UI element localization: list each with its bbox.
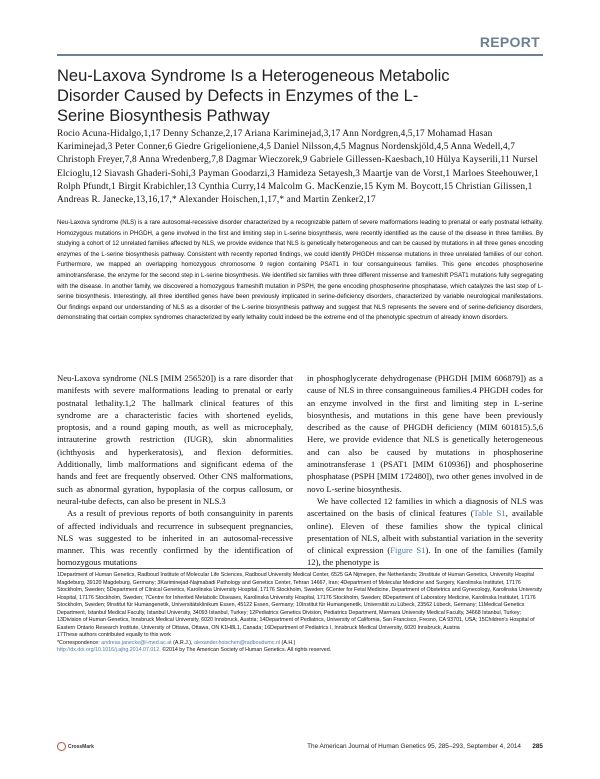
copyright: . ©2014 by The American Society of Human Genetics. All rights reserved. (159, 647, 332, 653)
email-link-janecke[interactable]: andreas.janecke@i-med.ac.at (101, 639, 172, 646)
abstract: Neu-Laxova syndrome (NLS) is a rare autosomal-recessive disorder characterized by a recognizable pattern of severe malformations leading to prenatal or early postnatal lethality. Homozygous mutations in PHGDH, a gene involved in the first and limiting step in L-serine biosynthesis, were recently identified as the cause of the disease in three families. By studying a cohort of 12 unrelated families affected by NLS, we provide evidence that NLS is genetically heterogeneous and can be caused by mutations in all three genes encoding enzymes of the L-serine biosynthesis pathway. Consistent with recently reported findings, we could identify PHGDH missense mutations in three unrelated families of our cohort. Furthermore, we mapped an overlapping homozygous chromosome 9 region containing PSAT1 in four consanguineous families. This gene encodes phosphoserine aminotransferase, the enzyme for the second step in L-serine biosynthesis. We identified six families with three different missense and frameshift PSAT1 mutations fully segregating with the disease. In another family, we discovered a homozygous frameshift mutation in PSPH, the gene encoding phosphoserine phosphatase, which catalyzes the last step of L-serine biosynthesis. Interestingly, all three identified genes have been previously implicated in serine-deficiency disorders, characterized by variable neurological manifestations. Our findings expand our understanding of NLS as a disorder of the L-serine biosynthesis pathway and suggest that NLS represents the severe end of serine-deficiency disorders, demonstrating that certain complex syndromes characterized by early lethality could indeed be the extreme end of the phenotypic spectrum of already known disorders. (57, 219, 543, 322)
text-run: (A.H.) (280, 639, 296, 646)
email-link-hoischen[interactable]: alexander.hoischen@radboudumc.nl (194, 639, 281, 646)
affiliations (57, 572, 543, 655)
text-run: *Correspondence: (57, 639, 102, 646)
body-column-left (57, 372, 293, 569)
text-run: , available online). Eleven of these families show the typical clinical presentation of NLS, albeit with substantial variation in the severity of clinical expression ( (307, 508, 544, 556)
page-number: 285 (532, 743, 543, 750)
body-paragraph: As a result of previous reports of both consanguinity in parents of affected individuals and recurrence in subsequent pregnancies, NLS was suggested to be inherited in an autosomal-recessive manner. This was recently confirmed by the identification of homozygous mutations (57, 508, 293, 568)
body-column-right (307, 372, 543, 569)
header-rule (57, 54, 543, 56)
doi-link[interactable]: http://dx.doi.org/10.1016/j.ajhg.2014.07.012 (57, 647, 160, 653)
doi-line (57, 647, 543, 655)
crossmark-label: CrossMark (68, 743, 94, 750)
author-list: Rocio Acuna-Hidalgo,1,17 Denny Schanze,2,17 Ariana Kariminejad,3,17 Ann Nordgren,4,5,17 Mohamad Hasan Kariminejad,3 Peter Conner,6 Giedre Grigelioniene,4,5 Daniel Nilsson,4,5 Magnus Nordenskjöld,4,5 Anna Wedell,4,7 Christoph Freyer,7,8 Anna Wredenberg,7,8 Dagmar Wieczorek,9 Gabriele Gillessen-Kaesbach,10 Hülya Kayserili,11 Nursel Elcioglu,12 Siavash Ghaderi-Sohi,3 Payman Goodarzi,3 Hamideza Setayesh,3 Maartje van de Vorst,1 Marloes Steehouwer,1 Rolph Pfundt,1 Birgit Krabichler,13 Cynthia Curry,14 Malcolm G. MacKenzie,15 Kym M. Boycott,15 Christian Gilissen,1 Andreas R. Janecke,13,16,17,* Alexander Hoischen,1,17,* and Martin Zenker2,17 (57, 129, 539, 206)
article-title: Neu-Laxova Syndrome Is a Heterogeneous Metabolic Disorder Caused by Defects in Enzymes of the L-Serine Biosynthesis Pathway (57, 67, 450, 125)
figure-s1-link[interactable]: Figure S1 (390, 545, 426, 556)
equal-contribution-note: 17These authors contributed equally to this work (57, 632, 171, 638)
crossmark-logo[interactable] (57, 742, 94, 751)
affiliation-list: 1Department of Human Genetics, Radboud Institute of Molecular Life Sciences, Radboud University Medical Center, 6525 GA Nijmegen, the Netherlands; 2Institute of Human Genetics, University Hospital Magdeburg, 39120 Magdeburg, Germany; 3Kariminejad-Najmabadi Pathology and Genetics Center, Tehran 14667, Iran; 4Department of Molecular Medicine and Surgery, Karolinska Institutet, 17176 Stockholm, Sweden; 5Department of Clinical Genetics, Karolinska University Hospital, 17176 Stockholm, Sweden; 6Center for Fetal Medicine, Department of Obstetrics and Gynecology, Karolinska University Hospital, 17176 Stockholm, Sweden; 7Centre for Inherited Metabolic Diseases, Karolinska University Hospital, 17176 Stockholm, Sweden; 8Department of Laboratory Medicine, Karolinska Institutet, 17176 Stockholm, Sweden; 9Institut für Humangenetik, Universitätsklinikum Essen, 45122 Essen, Germany; 10Institut für Humangenetik, Universität zu Lübeck, 23562 Lübeck, Germany; 11Medical Genetics Department, Istanbul Medical Faculty, Istanbul University, 34093 Istanbul, Turkey; 12Pediatrics Genetics Division, Pediatrics Department, Marmara University Medical Faculty, 34668 Istanbul, Turkey; 13Division of Human Genetics, Innsbruck Medical University, 6020 Innsbruck, Austria; 14Department of Pediatrics, University of California, San Francisco, Fresno, CA 93701, USA; 15Children's Hospital of Eastern Ontario Research Institute, University of Ottawa, Ottawa, ON K1H8L1, Canada; 16Department of Pediatrics I, Innsbruck Medical University, 6020 Innsbruck, Austria (57, 572, 543, 631)
text-run: ). In one of the families (family 12), the phenotype is (307, 545, 543, 568)
page-footer (57, 742, 543, 756)
footnote-divider (57, 568, 543, 569)
body-paragraph: Neu-Laxova syndrome (NLS [MIM 256520]) is a rare disorder that manifests with severe malformations leading to prenatal or early postnatal lethality.1,2 The hallmark clinical features of this syndrome are a characteristic facies with shortened eyelids, proptosis, and a round gaping mouth, as well as microcephaly, intrauterine growth restriction (IUGR), skin abnormalities (ichthyosis and hyperkeratosis), and flexion deformities. Additionally, limb malformations and significant edema of the hands and feet are frequently observed. Other CNS malformations, such as abnormal gyration, hypoplasia of the corpus callosum, or neural-tube defects, can also be present in NLS.3 (57, 373, 293, 506)
section-label: REPORT (479, 34, 540, 50)
crossmark-icon (57, 742, 66, 751)
table-s1-link[interactable]: Table S1 (473, 508, 506, 519)
text-run: We have collected 12 families in which a diagnosis of NLS was ascertained on the basis of clinical features ( (307, 495, 543, 519)
text-run: (A.R.J.), (171, 639, 194, 646)
correspondence (57, 640, 543, 648)
body-paragraph (307, 495, 543, 569)
body-paragraph: in phosphoglycerate dehydrogenase (PHGDH [MIM 606879]) as a cause of NLS in three consanguineous families.4 PHGDH codes for an enzyme involved in the first and limiting step in L-serine biosynthesis, and mutations in this gene have been previously described as the cause of PHGDH deficiency (MIM 601815).5,6 Here, we provide evidence that NLS is genetically heterogeneous and can also be caused by mutations in phosphoserine aminotransferase 1 (PSAT1 [MIM 610936]) and phosphoserine phosphatase (PSPH [MIM 172480]), two other genes involved in de novo L-serine biosynthesis. (307, 373, 543, 494)
journal-citation: The American Journal of Human Genetics 95, 285–293, September 4, 2014 (307, 743, 521, 750)
